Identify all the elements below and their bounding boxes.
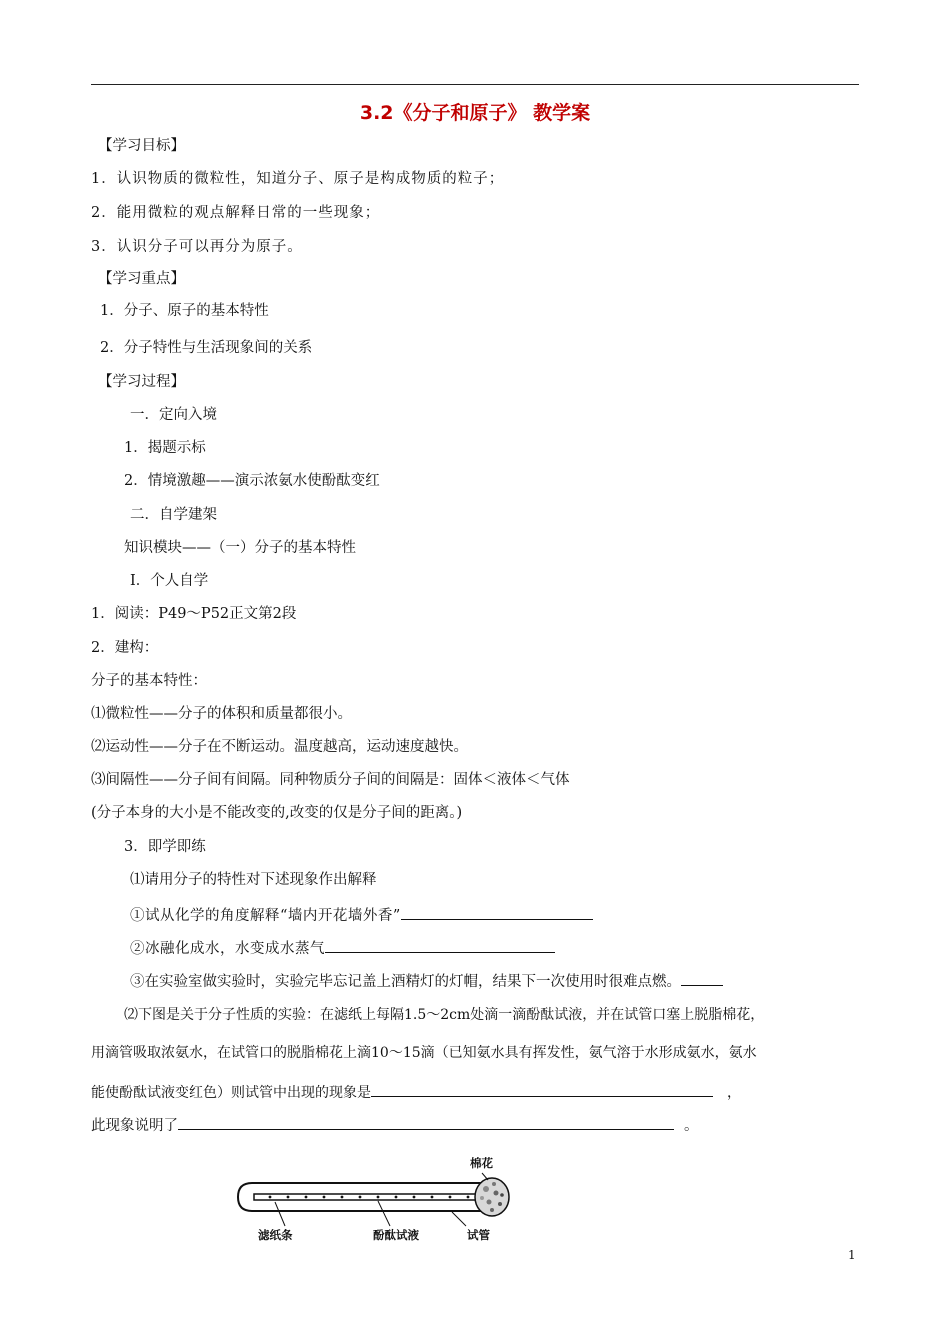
property-particulate: ⑴微粒性——分子的体积和质量都很小。 <box>91 706 352 722</box>
practice-item-3-text: ③在实验室做实验时，实验完毕忘记盖上酒精灯的灯帽，结果下一次使用时很难点燃。 <box>130 974 681 990</box>
answer-blank-conclusion[interactable] <box>178 1114 674 1130</box>
answer-blank-2[interactable] <box>325 937 555 953</box>
experiment-description-1: ⑵下图是关于分子性质的实验：在滤纸上每隔1.5～2cm处滴一滴酚酞试液，并在试管口塞上脱脂棉花， <box>124 1007 765 1023</box>
process-step-1: 一．定向入境 <box>130 407 217 423</box>
experiment-conclusion-text: 此现象说明了 <box>91 1118 178 1134</box>
cotton-plug <box>475 1178 509 1216</box>
test-tube-leader-line <box>452 1212 466 1226</box>
practice-item-2-text: ②冰融化成水，水变成水蒸气 <box>130 941 325 957</box>
property-note: (分子本身的大小是不能改变的,改变的仅是分子间的距离。) <box>91 805 463 821</box>
molecule-properties-heading: 分子的基本特性： <box>91 673 207 689</box>
phenolphthalein-leader-line <box>378 1201 390 1226</box>
reading-task: 1．阅读：P49～P52正文第2段 <box>91 606 297 622</box>
practice-item-1-text: ①试从化学的角度解释“墙内开花墙外香” <box>130 908 401 924</box>
practice-item-2 <box>130 937 555 959</box>
key-point-1: 1．分子、原子的基本特性 <box>100 303 269 319</box>
experiment-description-3 <box>91 1081 741 1103</box>
process-step-2: 二．自学建架 <box>130 507 217 523</box>
process-step-1-2: 2．情境激趣——演示浓氨水使酚酞变红 <box>124 473 380 489</box>
experiment-conclusion <box>91 1114 699 1136</box>
label-test-tube: 试管 <box>467 1228 490 1242</box>
label-cotton: 棉花 <box>470 1156 493 1170</box>
label-filter-paper: 滤纸条 <box>258 1228 293 1242</box>
answer-blank-phenomenon[interactable] <box>371 1081 713 1097</box>
objective-1: 1．认识物质的微粒性，知道分子、原子是构成物质的粒子； <box>91 171 505 187</box>
answer-blank-3[interactable] <box>681 970 723 986</box>
objective-3: 3．认识分子可以再分为原子。 <box>91 239 303 255</box>
practice-question-1: ⑴请用分子的特性对下述现象作出解释 <box>130 872 377 888</box>
knowledge-module: 知识模块——（一）分子的基本特性 <box>124 540 356 556</box>
label-phenolphthalein: 酚酞试液 <box>373 1228 419 1242</box>
top-rule <box>91 84 859 85</box>
filter-paper-leader-line <box>275 1202 285 1226</box>
experiment-figure <box>230 1155 530 1250</box>
practice-heading: 3．即学即练 <box>124 839 206 855</box>
practice-item-1 <box>130 904 593 926</box>
experiment-description-2: 用滴管吸取浓氨水，在试管口的脱脂棉花上滴10～15滴（已知氨水具有挥发性，氨气溶于水形成氨水，氨水 <box>91 1045 757 1061</box>
comma: ， <box>727 1085 741 1101</box>
section-heading-process: 【学习过程】 <box>98 374 185 390</box>
answer-blank-1[interactable] <box>401 904 593 920</box>
self-study: Ⅰ．个人自学 <box>130 573 209 589</box>
page-title: 3.2《分子和原子》 教学案 <box>359 102 591 124</box>
process-step-1-1: 1．揭题示标 <box>124 440 206 456</box>
practice-item-3 <box>130 970 723 992</box>
period: 。 <box>684 1118 699 1134</box>
phenolphthalein-drops <box>269 1196 470 1199</box>
section-heading-objectives: 【学习目标】 <box>98 138 185 154</box>
page-number: 1 <box>848 1248 856 1262</box>
construct-task: 2．建构： <box>91 640 159 656</box>
section-heading-key-points: 【学习重点】 <box>98 271 185 287</box>
objective-2: 2．能用微粒的观点解释日常的一些现象； <box>91 205 381 221</box>
test-tube-outline <box>238 1183 492 1211</box>
property-motion: ⑵运动性——分子在不断运动。温度越高，运动速度越快。 <box>91 739 468 755</box>
experiment-question-text: 能使酚酞试液变红色）则试管中出现的现象是 <box>91 1085 371 1101</box>
key-point-2: 2．分子特性与生活现象间的关系 <box>100 340 313 356</box>
property-gap: ⑶间隔性——分子间有间隔。同种物质分子间的间隔是：固体＜液体＜气体 <box>91 772 570 788</box>
